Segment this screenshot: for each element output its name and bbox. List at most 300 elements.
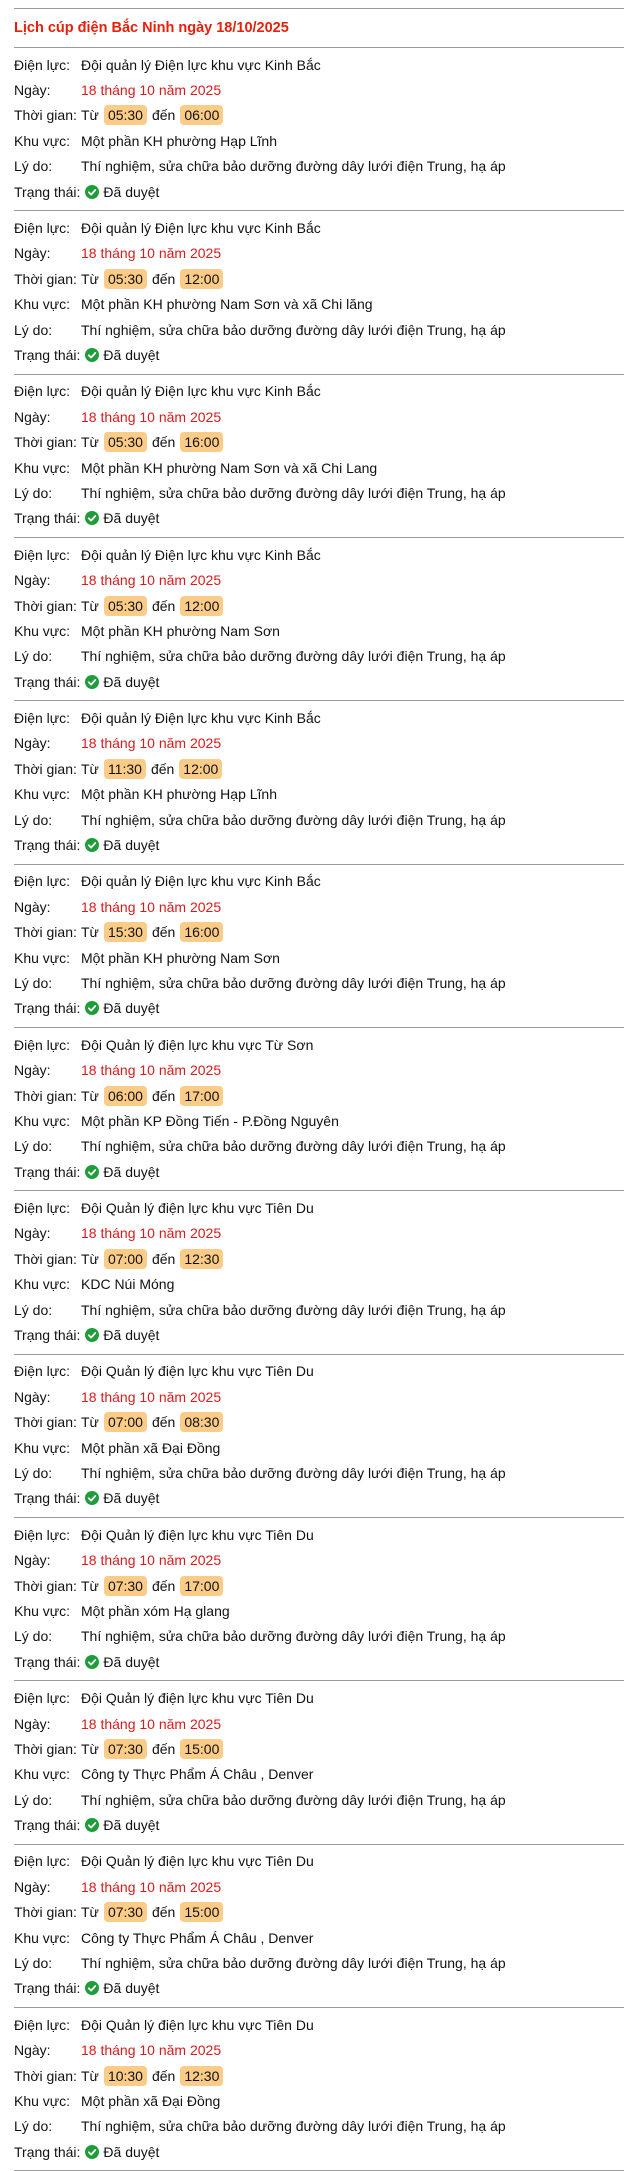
area-row (14, 455, 624, 480)
date-value: 18 tháng 10 năm 2025 (81, 1062, 222, 1079)
status-row (14, 2139, 624, 2164)
company-row (14, 215, 624, 240)
reason-label: Lý do: (14, 648, 53, 665)
area-label: Khu vực: (14, 2092, 71, 2109)
from-label: Từ (81, 1087, 99, 1104)
outage-item (14, 211, 624, 374)
reason-row (14, 807, 624, 832)
company-row (14, 542, 624, 567)
start-time-chip: 07:00 (104, 1249, 147, 1269)
company-value: Đội Quản lý điện lực khu vực Tiên Du (81, 1690, 314, 1707)
to-label: đến (151, 270, 176, 287)
time-row (14, 429, 624, 454)
company-row (14, 869, 624, 894)
time-label: Thời gian: (14, 1577, 77, 1594)
area-row (14, 2088, 624, 2113)
date-row (14, 77, 624, 102)
time-row (14, 1246, 624, 1271)
company-row (14, 52, 624, 77)
check-circle-icon (85, 1001, 99, 1015)
date-label: Ngày: (14, 898, 51, 915)
company-row (14, 1849, 624, 1874)
time-row (14, 1410, 624, 1435)
reason-row (14, 317, 624, 342)
date-value: 18 tháng 10 năm 2025 (81, 245, 222, 262)
status-value: Đã duyệt (103, 1980, 160, 1997)
reason-label: Lý do: (14, 811, 53, 828)
start-time-chip: 05:30 (104, 432, 147, 452)
status-value: Đã duyệt (103, 673, 160, 690)
area-value: Một phần KH phường Hạp Lĩnh (81, 786, 278, 803)
date-label: Ngày: (14, 1225, 51, 1242)
area-value: Một phần xóm Hạ glang (81, 1602, 230, 1619)
outage-item (14, 1681, 624, 1844)
outage-item (14, 48, 624, 211)
date-value: 18 tháng 10 năm 2025 (81, 1552, 222, 1569)
to-label: đến (151, 597, 176, 614)
status-row (14, 832, 624, 857)
status-label: Trạng thái: (14, 837, 81, 854)
company-value: Đội quản lý Điện lực khu vực Kinh Bắc (81, 220, 321, 237)
area-row (14, 1925, 624, 1950)
from-label: Từ (81, 2067, 99, 2084)
reason-value: Thí nghiệm, sửa chữa bảo dưỡng đường dây lưới điện Trung, hạ áp (81, 1301, 506, 1318)
end-time-chip: 17:00 (180, 1576, 223, 1596)
date-label: Ngày: (14, 572, 51, 589)
date-row (14, 894, 624, 919)
status-value: Đã duyệt (103, 346, 160, 363)
area-label: Khu vực: (14, 1276, 71, 1293)
status-value: Đã duyệt (103, 1327, 160, 1344)
area-row (14, 618, 624, 643)
status-label: Trạng thái: (14, 183, 81, 200)
end-time-chip: 12:30 (180, 1249, 223, 1269)
date-value: 18 tháng 10 năm 2025 (81, 1878, 222, 1895)
company-value: Đội Quản lý điện lực khu vực Tiên Du (81, 1526, 314, 1543)
end-time-chip: 12:00 (179, 759, 222, 779)
date-row (14, 1384, 624, 1409)
status-value: Đã duyệt (103, 1490, 160, 1507)
end-time-chip: 15:00 (180, 1902, 223, 1922)
company-value: Đội quản lý Điện lực khu vực Kinh Bắc (81, 546, 321, 563)
outage-item (14, 1355, 624, 1518)
status-label: Trạng thái: (14, 1163, 81, 1180)
status-label: Trạng thái: (14, 1490, 81, 1507)
time-label: Thời gian: (14, 924, 77, 941)
check-circle-icon (85, 2145, 99, 2159)
company-row (14, 1195, 624, 1220)
status-label: Trạng thái: (14, 673, 81, 690)
start-time-chip: 10:30 (104, 2066, 147, 2086)
to-label: đến (151, 1087, 176, 1104)
reason-row (14, 154, 624, 179)
company-label: Điện lực: (14, 710, 71, 727)
outage-item (14, 1191, 624, 1354)
date-value: 18 tháng 10 năm 2025 (81, 408, 222, 425)
date-label: Ngày: (14, 1552, 51, 1569)
reason-label: Lý do: (14, 974, 53, 991)
from-label: Từ (81, 434, 99, 451)
date-value: 18 tháng 10 năm 2025 (81, 82, 222, 99)
date-row (14, 1711, 624, 1736)
time-label: Thời gian: (14, 2067, 77, 2084)
reason-row (14, 1787, 624, 1812)
end-time-chip: 16:00 (180, 432, 223, 452)
status-row (14, 1486, 624, 1511)
area-value: KDC Núi Móng (81, 1276, 175, 1293)
status-row (14, 996, 624, 1021)
date-label: Ngày: (14, 1388, 51, 1405)
reason-row (14, 1460, 624, 1485)
time-row (14, 103, 624, 128)
company-value: Đội Quản lý điện lực khu vực Tiên Du (81, 2016, 314, 2033)
company-label: Điện lực: (14, 1036, 71, 1053)
area-row (14, 1762, 624, 1787)
start-time-chip: 07:30 (104, 1739, 147, 1759)
time-row (14, 593, 624, 618)
company-value: Đội Quản lý điện lực khu vực Tiên Du (81, 1853, 314, 1870)
end-time-chip: 16:00 (180, 922, 223, 942)
area-value: Một phần KH phường Hạp Lĩnh (81, 132, 278, 149)
from-label: Từ (81, 1414, 99, 1431)
status-value: Đã duyệt (103, 1163, 160, 1180)
start-time-chip: 07:00 (104, 1412, 147, 1432)
area-row (14, 945, 624, 970)
area-row (14, 782, 624, 807)
time-label: Thời gian: (14, 1087, 77, 1104)
status-row (14, 1159, 624, 1184)
start-time-chip: 05:30 (104, 269, 147, 289)
area-row (14, 1435, 624, 1460)
date-label: Ngày: (14, 1878, 51, 1895)
time-label: Thời gian: (14, 1250, 77, 1267)
reason-label: Lý do: (14, 484, 53, 501)
status-row (14, 342, 624, 367)
area-value: Công ty Thực Phẩm Á Châu , Denver (81, 1929, 314, 1946)
from-label: Từ (81, 760, 99, 777)
outage-list (14, 48, 624, 2171)
check-circle-icon (85, 1491, 99, 1505)
reason-label: Lý do: (14, 1628, 53, 1645)
date-label: Ngày: (14, 1062, 51, 1079)
company-label: Điện lực: (14, 1690, 71, 1707)
company-value: Đội Quản lý điện lực khu vực Từ Sơn (81, 1036, 314, 1053)
to-label: đến (151, 924, 176, 941)
status-value: Đã duyệt (103, 183, 160, 200)
date-label: Ngày: (14, 1715, 51, 1732)
from-label: Từ (81, 1904, 99, 1921)
status-label: Trạng thái: (14, 1980, 81, 1997)
company-label: Điện lực: (14, 1363, 71, 1380)
date-row (14, 404, 624, 429)
company-value: Đội quản lý Điện lực khu vực Kinh Bắc (81, 56, 321, 73)
reason-value: Thí nghiệm, sửa chữa bảo dưỡng đường dây lưới điện Trung, hạ áp (81, 484, 506, 501)
start-time-chip: 05:30 (104, 596, 147, 616)
to-label: đến (151, 1904, 176, 1921)
reason-value: Thí nghiệm, sửa chữa bảo dưỡng đường dây lưới điện Trung, hạ áp (81, 1138, 506, 1155)
reason-label: Lý do: (14, 1955, 53, 1972)
to-label: đến (151, 434, 176, 451)
area-label: Khu vực: (14, 459, 71, 476)
check-circle-icon (85, 1655, 99, 1669)
area-value: Công ty Thực Phẩm Á Châu , Denver (81, 1766, 314, 1783)
time-row (14, 2063, 624, 2088)
to-label: đến (151, 107, 176, 124)
company-value: Đội quản lý Điện lực khu vực Kinh Bắc (81, 710, 321, 727)
area-label: Khu vực: (14, 1929, 71, 1946)
date-label: Ngày: (14, 245, 51, 262)
status-label: Trạng thái: (14, 1000, 81, 1017)
time-row (14, 266, 624, 291)
time-row (14, 756, 624, 781)
status-value: Đã duyệt (103, 837, 160, 854)
company-label: Điện lực: (14, 1200, 71, 1217)
page-title: Lịch cúp điện Bắc Ninh ngày 18/10/2025 (14, 9, 624, 48)
date-value: 18 tháng 10 năm 2025 (81, 735, 222, 752)
date-row (14, 1874, 624, 1899)
date-label: Ngày: (14, 2042, 51, 2059)
company-label: Điện lực: (14, 56, 71, 73)
date-label: Ngày: (14, 82, 51, 99)
company-row (14, 1032, 624, 1057)
status-label: Trạng thái: (14, 510, 81, 527)
reason-value: Thí nghiệm, sửa chữa bảo dưỡng đường dây lưới điện Trung, hạ áp (81, 1955, 506, 1972)
company-row (14, 379, 624, 404)
company-row (14, 1522, 624, 1547)
time-label: Thời gian: (14, 597, 77, 614)
reason-row (14, 1134, 624, 1159)
company-label: Điện lực: (14, 1526, 71, 1543)
start-time-chip: 07:30 (104, 1576, 147, 1596)
check-circle-icon (85, 1981, 99, 1995)
reason-label: Lý do: (14, 158, 53, 175)
area-label: Khu vực: (14, 1766, 71, 1783)
reason-row (14, 1950, 624, 1975)
status-label: Trạng thái: (14, 2143, 81, 2160)
date-row (14, 731, 624, 756)
outage-item (14, 1028, 624, 1191)
date-row (14, 1057, 624, 1082)
time-row (14, 920, 624, 945)
date-row (14, 567, 624, 592)
reason-label: Lý do: (14, 1465, 53, 1481)
status-row (14, 1812, 624, 1837)
reason-label: Lý do: (14, 2118, 53, 2135)
company-label: Điện lực: (14, 2016, 71, 2033)
reason-row (14, 1297, 624, 1322)
reason-value: Thí nghiệm, sửa chữa bảo dưỡng đường dây lưới điện Trung, hạ áp (81, 811, 506, 828)
from-label: Từ (81, 270, 99, 287)
company-label: Điện lực: (14, 220, 71, 237)
date-value: 18 tháng 10 năm 2025 (81, 2042, 222, 2059)
date-value: 18 tháng 10 năm 2025 (81, 1388, 222, 1405)
time-label: Thời gian: (14, 434, 77, 451)
check-circle-icon (85, 675, 99, 689)
to-label: đến (151, 1577, 176, 1594)
start-time-chip: 15:30 (104, 922, 147, 942)
reason-row (14, 970, 624, 995)
check-circle-icon (85, 348, 99, 362)
area-value: Một phần xã Đại Đồng (81, 2092, 221, 2109)
status-label: Trạng thái: (14, 1653, 81, 1670)
start-time-chip: 11:30 (104, 759, 146, 779)
reason-value: Thí nghiệm, sửa chữa bảo dưỡng đường dây lưới điện Trung, hạ áp (81, 648, 506, 665)
end-time-chip: 06:00 (180, 105, 223, 125)
time-row (14, 1083, 624, 1108)
time-label: Thời gian: (14, 270, 77, 287)
area-label: Khu vực: (14, 296, 71, 313)
check-circle-icon (85, 1818, 99, 1832)
reason-value: Thí nghiệm, sửa chữa bảo dưỡng đường dây lưới điện Trung, hạ áp (81, 1791, 506, 1808)
to-label: đến (150, 760, 175, 777)
date-value: 18 tháng 10 năm 2025 (81, 1715, 222, 1732)
company-value: Đội Quản lý điện lực khu vực Tiên Du (81, 1200, 314, 1217)
area-value: Một phần KH phường Nam Sơn (81, 949, 280, 966)
date-label: Ngày: (14, 408, 51, 425)
to-label: đến (151, 1250, 176, 1267)
area-value: Một phần KH phường Nam Sơn và xã Chi Lang (81, 459, 378, 476)
company-value: Đội quản lý Điện lực khu vực Kinh Bắc (81, 873, 321, 890)
outage-item (14, 2008, 624, 2171)
date-value: 18 tháng 10 năm 2025 (81, 1225, 222, 1242)
company-label: Điện lực: (14, 383, 71, 400)
status-row (14, 1976, 624, 2001)
end-time-chip: 17:00 (180, 1086, 223, 1106)
time-label: Thời gian: (14, 760, 77, 777)
area-label: Khu vực: (14, 622, 71, 639)
status-value: Đã duyệt (103, 2143, 160, 2160)
date-value: 18 tháng 10 năm 2025 (81, 572, 222, 589)
from-label: Từ (81, 924, 99, 941)
area-label: Khu vực: (14, 1112, 71, 1129)
area-row (14, 1598, 624, 1623)
time-label: Thời gian: (14, 1414, 77, 1431)
status-label: Trạng thái: (14, 1817, 81, 1834)
end-time-chip: 12:00 (180, 269, 223, 289)
area-value: Một phần xã Đại Đồng (81, 1439, 221, 1456)
reason-row (14, 644, 624, 669)
start-time-chip: 07:30 (104, 1902, 147, 1922)
from-label: Từ (81, 597, 99, 614)
area-label: Khu vực: (14, 1602, 71, 1619)
reason-label: Lý do: (14, 1301, 53, 1318)
outage-item (14, 701, 624, 864)
outage-item (14, 1518, 624, 1681)
time-row (14, 1736, 624, 1761)
to-label: đến (151, 2067, 176, 2084)
status-value: Đã duyệt (103, 510, 160, 527)
area-value: Một phần KH phường Nam Sơn và xã Chi lăng (81, 296, 373, 313)
outage-item (14, 375, 624, 538)
area-value: Một phần KP Đồng Tiến - P.Đồng Nguyên (81, 1112, 339, 1129)
company-value: Đội quản lý Điện lực khu vực Kinh Bắc (81, 383, 321, 400)
reason-row (14, 2114, 624, 2139)
from-label: Từ (81, 1577, 99, 1594)
reason-label: Lý do: (14, 321, 53, 338)
start-time-chip: 06:00 (104, 1086, 147, 1106)
reason-value: Thí nghiệm, sửa chữa bảo dưỡng đường dây lưới điện Trung, hạ áp (81, 1628, 506, 1645)
status-row (14, 506, 624, 531)
date-row (14, 1221, 624, 1246)
reason-label: Lý do: (14, 1138, 53, 1155)
reason-row (14, 480, 624, 505)
to-label: đến (151, 1414, 176, 1431)
end-time-chip: 12:30 (180, 2066, 223, 2086)
reason-value: Thí nghiệm, sửa chữa bảo dưỡng đường dây lưới điện Trung, hạ áp (81, 974, 506, 991)
date-row (14, 241, 624, 266)
company-row (14, 1685, 624, 1710)
company-row (14, 705, 624, 730)
time-label: Thời gian: (14, 1740, 77, 1757)
date-value: 18 tháng 10 năm 2025 (81, 898, 222, 915)
check-circle-icon (85, 1328, 99, 1342)
area-label: Khu vực: (14, 949, 71, 966)
status-row (14, 179, 624, 204)
time-row (14, 1573, 624, 1598)
status-value: Đã duyệt (103, 1000, 160, 1017)
status-row (14, 1322, 624, 1347)
company-value: Đội Quản lý điện lực khu vực Tiên Du (81, 1363, 314, 1380)
company-row (14, 1359, 624, 1384)
company-label: Điện lực: (14, 546, 71, 563)
to-label: đến (151, 1740, 176, 1757)
reason-label: Lý do: (14, 1791, 53, 1808)
status-label: Trạng thái: (14, 1327, 81, 1344)
reason-value: Thí nghiệm, sửa chữa bảo dưỡng đường dây lưới điện Trung, hạ áp (81, 321, 506, 338)
outage-item (14, 865, 624, 1028)
end-time-chip: 12:00 (180, 596, 223, 616)
check-circle-icon (85, 511, 99, 525)
area-label: Khu vực: (14, 132, 71, 149)
check-circle-icon (85, 185, 99, 199)
area-row (14, 128, 624, 153)
reason-value: Thí nghiệm, sửa chữa bảo dưỡng đường dây lưới điện Trung, hạ áp (81, 2118, 506, 2135)
date-row (14, 1547, 624, 1572)
time-row (14, 1900, 624, 1925)
company-label: Điện lực: (14, 873, 71, 890)
company-row (14, 2012, 624, 2037)
from-label: Từ (81, 107, 99, 124)
end-time-chip: 08:30 (180, 1412, 223, 1432)
time-label: Thời gian: (14, 107, 77, 124)
status-row (14, 1649, 624, 1674)
check-circle-icon (85, 838, 99, 852)
status-value: Đã duyệt (103, 1817, 160, 1834)
status-label: Trạng thái: (14, 346, 81, 363)
start-time-chip: 05:30 (104, 105, 147, 125)
date-row (14, 2038, 624, 2063)
status-row (14, 669, 624, 694)
area-label: Khu vực: (14, 1439, 71, 1456)
area-label: Khu vực: (14, 786, 71, 803)
check-circle-icon (85, 1165, 99, 1179)
reason-value: Thí nghiệm, sửa chữa bảo dưỡng đường dây lưới điện Trung, hạ áp (81, 1465, 506, 1481)
area-row (14, 1108, 624, 1133)
area-row (14, 292, 624, 317)
time-label: Thời gian: (14, 1904, 77, 1921)
date-label: Ngày: (14, 735, 51, 752)
area-row (14, 1272, 624, 1297)
outage-item (14, 1845, 624, 2008)
outage-item (14, 538, 624, 701)
from-label: Từ (81, 1740, 99, 1757)
from-label: Từ (81, 1250, 99, 1267)
status-value: Đã duyệt (103, 1653, 160, 1670)
end-time-chip: 15:00 (180, 1739, 223, 1759)
area-value: Một phần KH phường Nam Sơn (81, 622, 280, 639)
reason-row (14, 1624, 624, 1649)
company-label: Điện lực: (14, 1853, 71, 1870)
